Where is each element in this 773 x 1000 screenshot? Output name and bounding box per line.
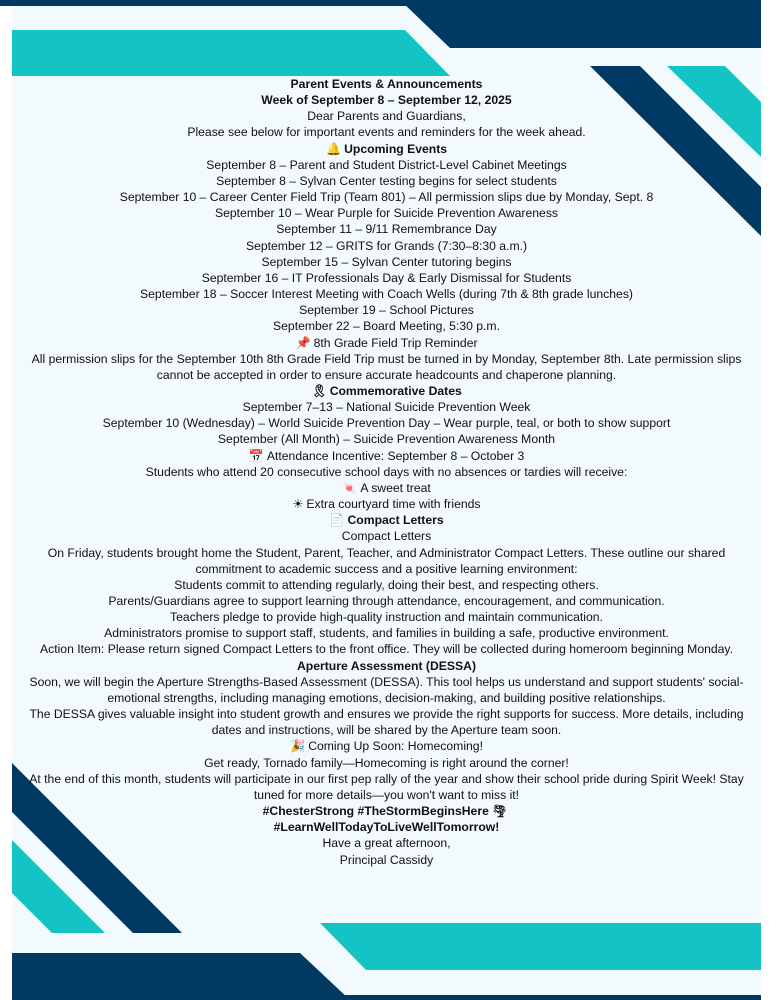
attendance-body: Students who attend 20 consecutive school days with no absences or tardies will receive: — [145, 464, 628, 479]
tornado-icon: 🌪 — [491, 804, 508, 819]
compact-point: Parents/Guardians agree to support learning through attendance, encouragement, and communication. — [108, 594, 665, 608]
ribbon-icon: 🎗 — [311, 383, 327, 398]
pushpin-icon: 📌 — [295, 335, 311, 350]
compact-point: Administrators promise to support staff, students, and families in building a safe, productive environment. — [104, 626, 669, 641]
homecoming-line-1: Get ready, Tornado family—Homecoming is right around the corner! — [204, 755, 569, 770]
event-item: September 8 – Parent and Student District-Level Cabinet Meetings — [206, 157, 567, 172]
event-item: September 18 – Soccer Interest Meeting with Coach Wells (during 7th & 8th grade lunches) — [140, 287, 633, 302]
event-item: September 16 – IT Professionals Day & Early Dismissal for Students — [201, 270, 572, 285]
document-icon: 📄 — [329, 513, 345, 528]
field-trip-body: All permission slips for the September 10th 8th Grade Field Trip must be turned in by Monday, September 8th. Late permission slips cannot be accepted in order to ensure accurate headcounts and chaperone planning. — [31, 351, 742, 382]
bottom-navy-band-right — [12, 995, 761, 1000]
bottom-teal-bar — [320, 923, 761, 970]
event-item: September 12 – GRITS for Grands (7:30–8:30 a.m.) — [245, 238, 528, 253]
top-navy-band-upper — [0, 0, 761, 6]
compact-point: Teachers pledge to provide high-quality instruction and maintain communication. — [170, 610, 603, 625]
attendance-heading: 📅 Attendance Incentive: September 8 – October 3 — [248, 448, 525, 463]
hashtags-line-2: #LearnWellTodayToLiveWellTomorrow! — [273, 820, 500, 835]
signature: Principal Cassidy — [339, 852, 434, 867]
party-popper-icon: 🎉 — [290, 739, 306, 754]
sun-icon: ☀ — [292, 497, 304, 512]
event-item: September 15 – Sylvan Center tutoring begins — [261, 254, 512, 269]
commemorative-item: September 7–13 – National Suicide Prevention Week — [242, 400, 531, 415]
homecoming-heading: 🎉 Coming Up Soon: Homecoming! — [290, 739, 483, 754]
upcoming-events-heading: 🔔 Upcoming Events — [325, 141, 448, 156]
event-item: September 10 – Wear Purple for Suicide Prevention Awareness — [214, 206, 559, 221]
reward-item: 🍬 A sweet treat — [342, 480, 431, 495]
dessa-paragraph-2: The DESSA gives valuable insight into student growth and ensures we provide the right supports for success. More details, including dates and instructions, will be shared by the Aperture team soon. — [29, 707, 744, 738]
candy-icon: 🍬 — [342, 480, 358, 495]
top-navy-band — [400, 0, 761, 48]
page-title: Parent Events & Announcements — [290, 77, 483, 91]
calendar-icon: 📅 — [248, 448, 264, 463]
field-trip-heading: 📌 8th Grade Field Trip Reminder — [295, 335, 478, 350]
closing: Have a great afternoon, — [322, 836, 451, 851]
bell-icon: 🔔 — [325, 141, 342, 156]
event-item: September 19 – School Pictures — [299, 303, 474, 318]
greeting: Dear Parents and Guardians, — [307, 109, 466, 124]
dessa-heading: Aperture Assessment (DESSA) — [296, 658, 477, 673]
top-teal-bar — [12, 30, 450, 76]
homecoming-line-2: At the end of this month, students will participate in our first pep rally of the year and show their school pride during Spirit Week! Stay tuned for more details—you won't want to miss it! — [29, 771, 744, 802]
commemorative-heading: 🎗 Commemorative Dates — [311, 383, 462, 398]
bottom-navy-band — [12, 953, 350, 1000]
intro-text: Please see below for important events and reminders for the week ahead. — [187, 125, 586, 140]
event-item: September 22 – Board Meeting, 5:30 p.m. — [273, 319, 500, 334]
hashtags-line-1: #ChesterStrong #TheStormBeginsHere 🌪 — [262, 804, 508, 819]
event-item: September 11 – 9/11 Remembrance Day — [276, 222, 497, 237]
event-item: September 10 – Career Center Field Trip (Team 801) – All permission slips due by Monday, Sept. 8 — [119, 190, 654, 205]
announcement-body — [14, 76, 759, 868]
dessa-paragraph-1: Soon, we will begin the Aperture Strengths-Based Assessment (DESSA). This tool helps us understand and support students' social-emotional strengths, including managing emotions, decision-making, and building positive relationships. — [29, 674, 744, 705]
compact-heading: 📄 Compact Letters — [329, 513, 444, 528]
commemorative-item: September (All Month) – Suicide Prevention Awareness Month — [217, 432, 556, 447]
compact-point: Students commit to attending regularly, doing their best, and respecting others. — [174, 577, 599, 592]
reward-item: ☀ Extra courtyard time with friends — [292, 497, 481, 512]
week-subtitle: Week of September 8 – September 12, 2025 — [261, 93, 512, 108]
compact-subheading: Compact Letters — [341, 529, 432, 544]
compact-body: On Friday, students brought home the Student, Parent, Teacher, and Administrator Compact Letters. These outline our shared commitment to academic success and a positive learning environment: — [47, 545, 726, 576]
event-item: September 8 – Sylvan Center testing begins for select students — [216, 173, 557, 188]
commemorative-item: September 10 (Wednesday) – World Suicide Prevention Day – Wear purple, teal, or both to show support — [102, 416, 671, 431]
compact-action-item: Action Item: Please return signed Compact Letters to the front office. They will be collected during homeroom beginning Monday. — [39, 642, 734, 657]
